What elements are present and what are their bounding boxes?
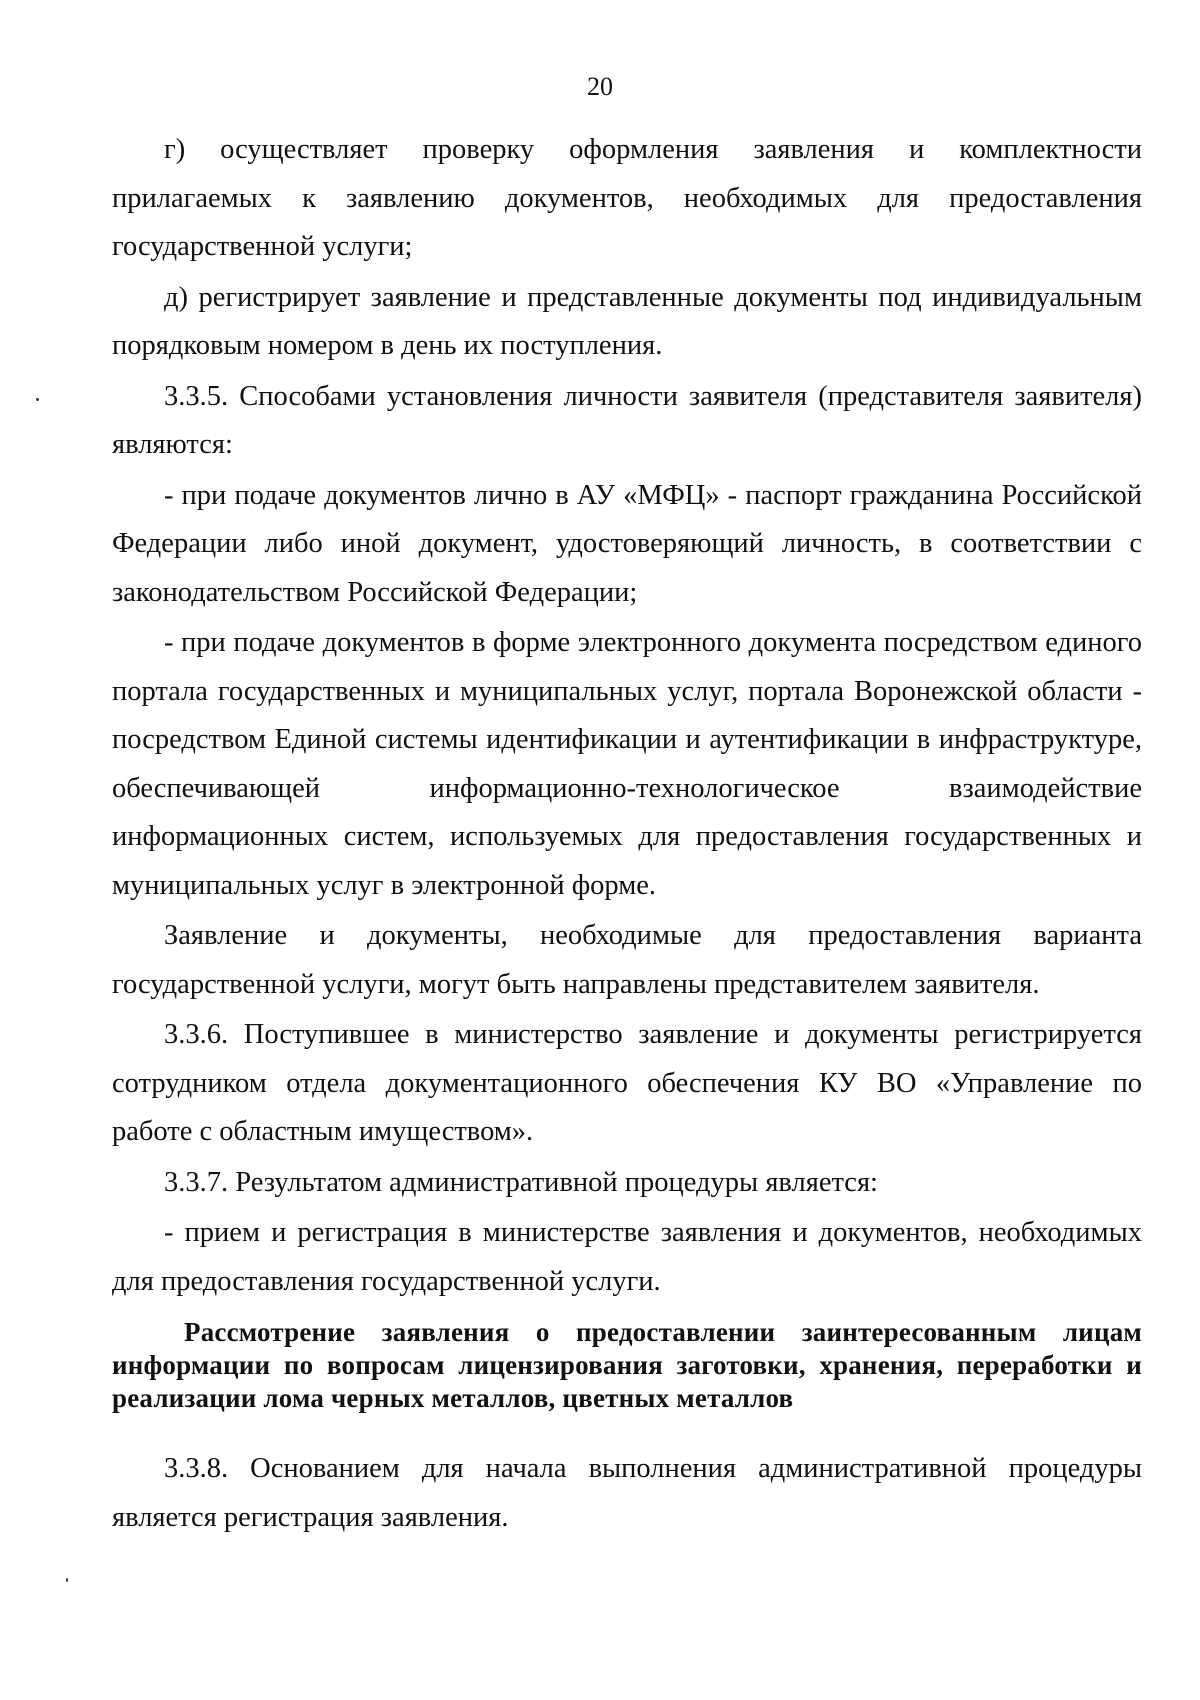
paragraph-item-g: г) осуществляет проверку оформления заявления и комплектности прилагаемых к заявлению документов, необходимых для предоставления государственной услуги;	[112, 134, 1142, 262]
page-number: 20	[587, 72, 613, 101]
paragraph-bullet-result: - прием и регистрация в министерстве заявления и документов, необходимых для предоставления государственной услуги.	[112, 1217, 1142, 1297]
paragraph-item-d: д) регистрирует заявление и представленные документы под индивидуальным порядковым номером в день их поступления.	[112, 281, 1142, 361]
paragraph-3-3-7: 3.3.7. Результатом административной процедуры является:	[164, 1166, 878, 1198]
paragraph-3-3-5: 3.3.5. Способами установления личности заявителя (представителя заявителя) являются:	[112, 380, 1142, 460]
paragraph-3-3-8: 3.3.8. Основанием для начала выполнения административной процедуры является регистрация заявления.	[112, 1453, 1142, 1533]
paragraph-bullet-electronic: - при подаче документов в форме электронного документа посредством единого портала государственных и муниципальных услуг, портала Воронежской области - посредством Единой системы идентификации и аутентификации в инфраструктуре, обеспечивающей информационно-технологическое взаимодействие информационных систем, используемых для предоставления государственных и муниципальных услуг в электронной форме.	[112, 627, 1142, 901]
document-body	[112, 126, 1142, 1544]
paragraph-representative: Заявление и документы, необходимые для предоставления варианта государственной услуги, могут быть направлены представителем заявителя.	[112, 920, 1142, 1000]
section-heading: Рассмотрение заявления о предоставлении заинтересованным лицам информации по вопросам лицензирования заготовки, хранения, переработки и реализации лома черных металлов, цветных металлов	[112, 1317, 1142, 1413]
paragraph-3-3-6: 3.3.6. Поступившее в министерство заявление и документы регистрируется сотрудником отдела документационного обеспечения КУ ВО «Управление по работе с областным имуществом».	[112, 1019, 1142, 1147]
paragraph-bullet-mfc: - при подаче документов лично в АУ «МФЦ» - паспорт гражданина Российской Федерации либо иной документ, удостоверяющий личность, в соответствии с законодательством Российской Федерации;	[112, 479, 1142, 608]
scan-speck	[36, 398, 39, 401]
scan-speck	[66, 1578, 68, 1582]
